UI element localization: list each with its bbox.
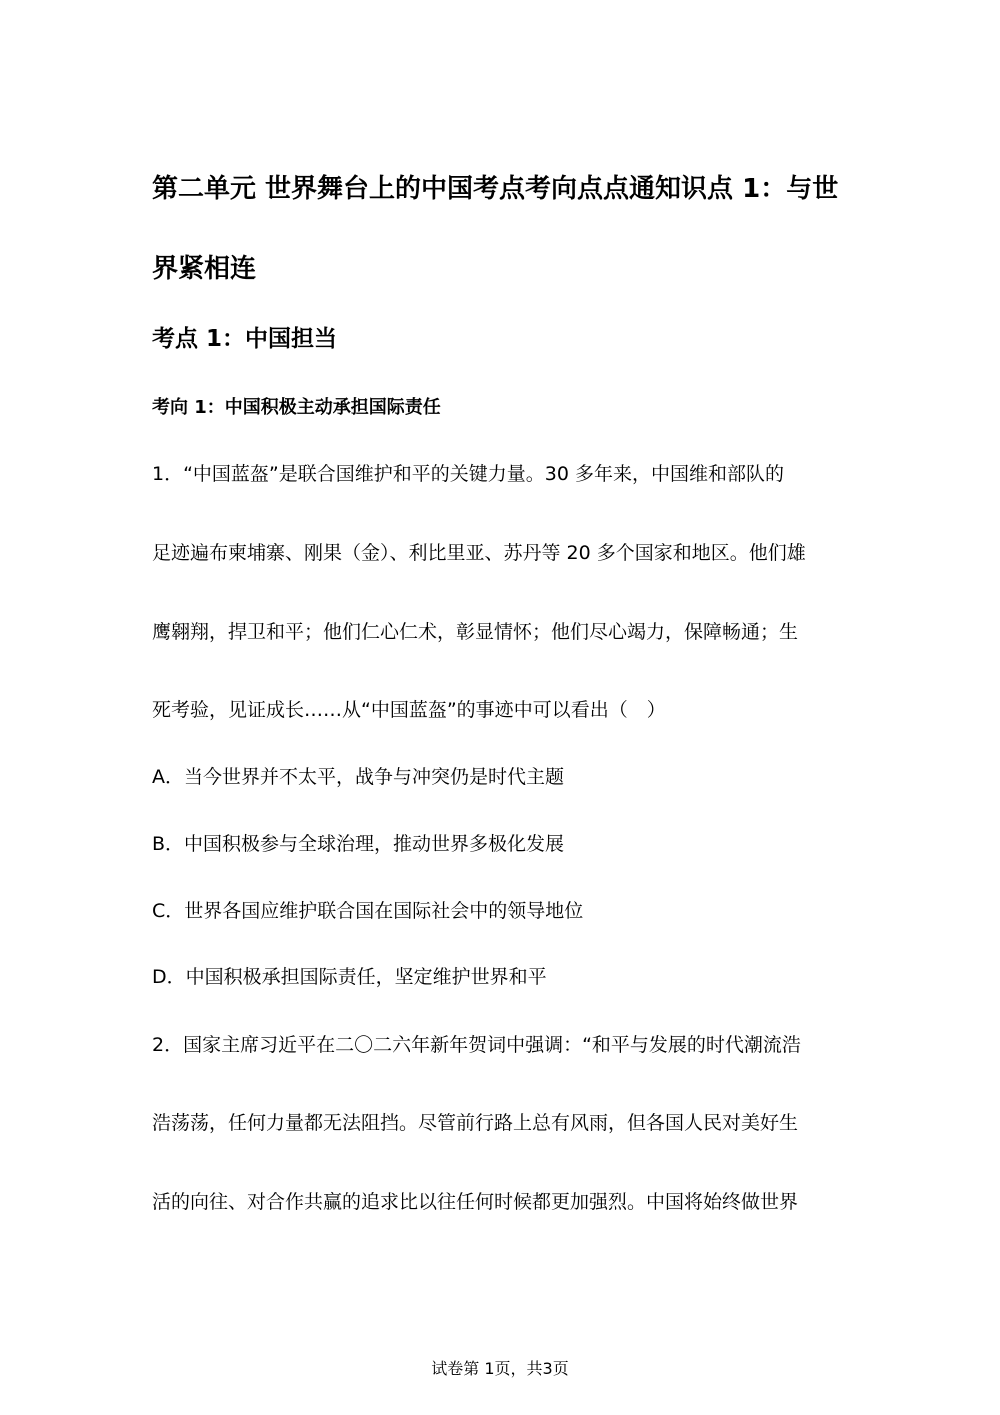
page-footer: 试卷第 1页，共3页	[431, 1359, 569, 1378]
question-1-option-d: D．中国积极承担国际责任，坚定维护世界和平	[152, 966, 547, 988]
question-1-option-b: B．中国积极参与全球治理，推动世界多极化发展	[152, 833, 565, 855]
section-heading: 考点 1：中国担当	[152, 326, 338, 352]
question-1-option-c: C．世界各国应维护联合国在国际社会中的领导地位	[152, 900, 584, 922]
document-title-line-2: 界紧相连	[152, 254, 257, 284]
question-1-option-a: A．当今世界并不太平，战争与冲突仍是时代主题	[152, 766, 564, 788]
question-2-line-3: 活的向往、对合作共赢的追求比以往任何时候都更加强烈。中国将始终做世界	[152, 1191, 799, 1213]
question-1-line-1: 1．“中国蓝盔”是联合国维护和平的关键力量。30 多年来，中国维和部队的	[152, 463, 784, 485]
question-2-line-2: 浩荡荡，任何力量都无法阻挡。尽管前行路上总有风雨，但各国人民对美好生	[152, 1112, 799, 1134]
question-1-line-2: 足迹遍布柬埔寨、刚果（金）、利比里亚、苏丹等 20 多个国家和地区。他们雄	[152, 542, 806, 564]
question-1-line-3: 鹰翱翔，捍卫和平；他们仁心仁术，彰显情怀；他们尽心竭力，保障畅通；生	[152, 621, 799, 643]
subsection-heading: 考向 1：中国积极主动承担国际责任	[152, 397, 441, 418]
document-title-line-1: 第二单元 世界舞台上的中国考点考向点点通知识点 1：与世	[152, 174, 839, 204]
question-1-line-4: 死考验，见证成长……从“中国蓝盔”的事迹中可以看出（ ）	[152, 699, 666, 721]
question-2-line-1: 2．国家主席习近平在二〇二六年新年贺词中强调：“和平与发展的时代潮流浩	[152, 1034, 801, 1056]
